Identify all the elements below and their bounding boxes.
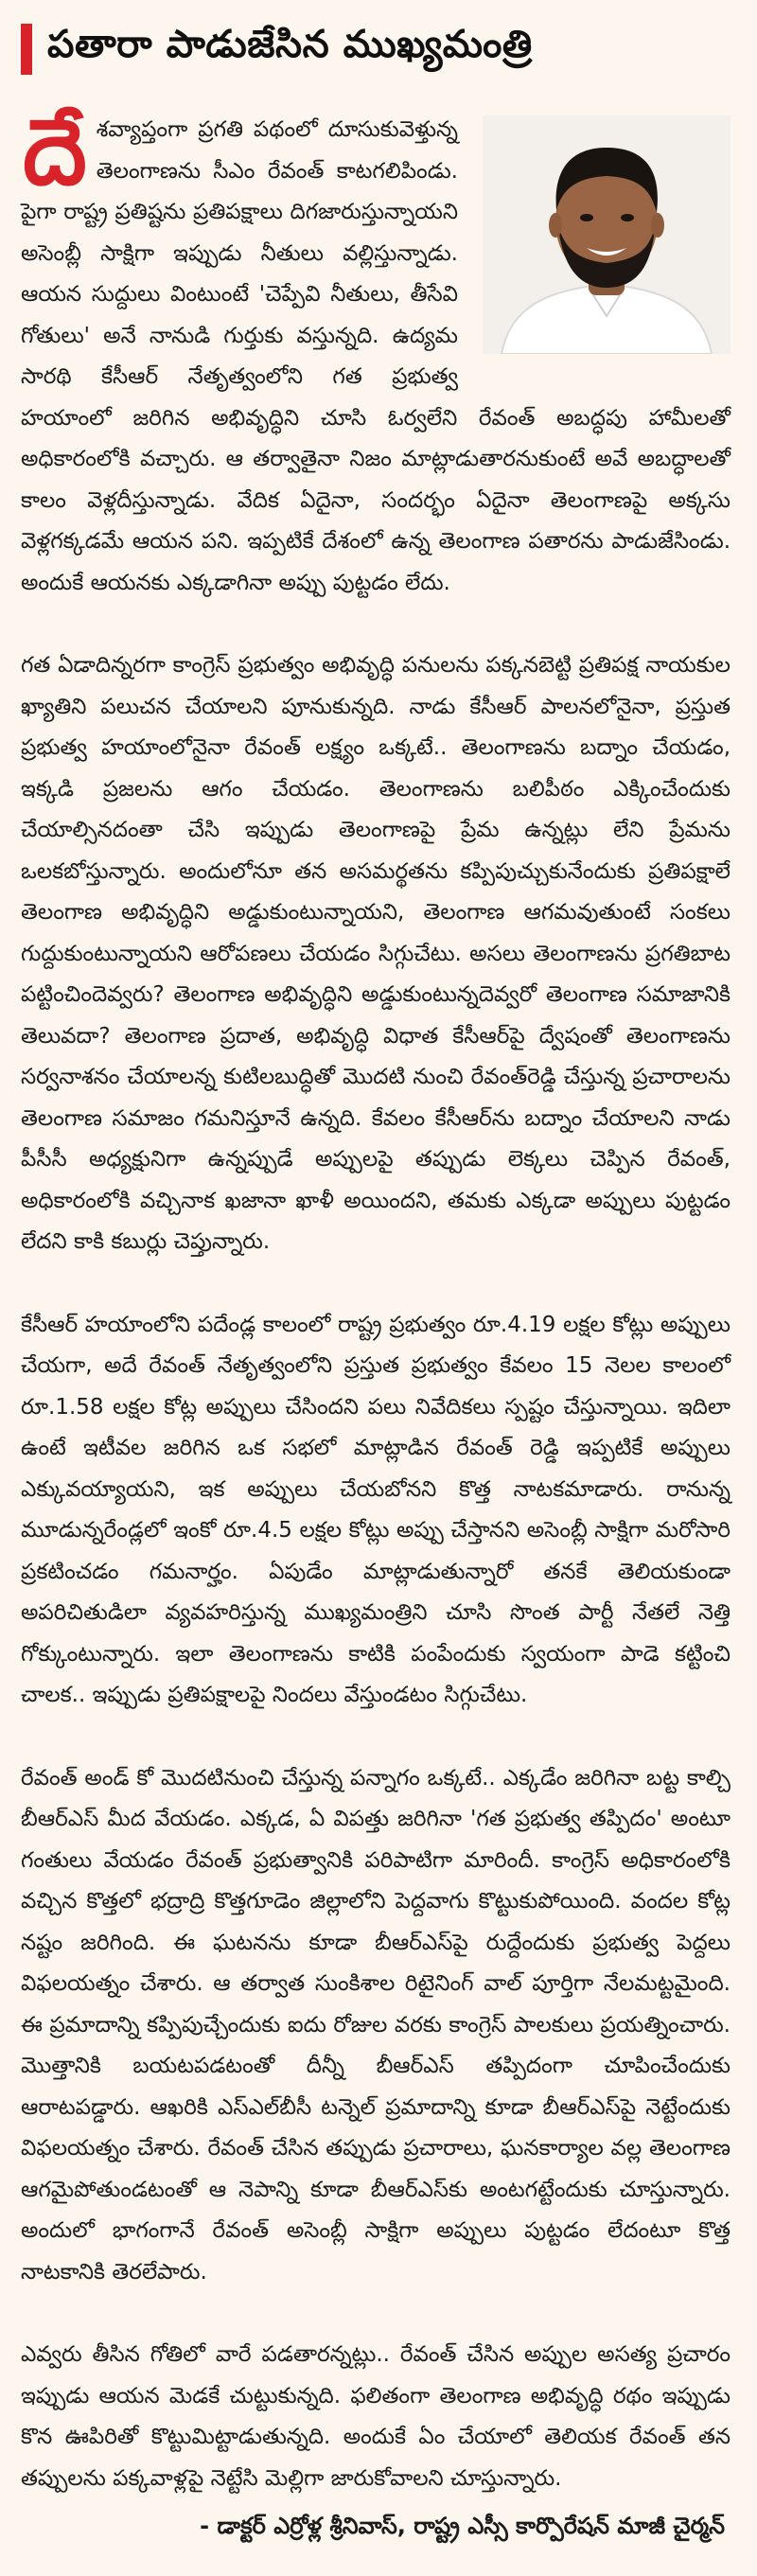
paragraph-4: రేవంత్ అండ్ కో మొదటినుంచి చేస్తున్న పన్నాగం ఒక్కటే.. ఎక్కడేం జరిగినా బట్ట కాల్చి బీఆర్‌ఎస్ మీద వేయడం. ఎక్కడ, ఏ విపత్తు జరిగినా 'గత ప్రభుత్వ తప్పిదం' అంటూ గంతులు వేయడం రేవంత్ ప్రభుత్వానికి పరిపాటిగా మారిందీ. కాంగ్రెస్ అధికారంలోకి వచ్చిన కొత్తలో భద్రాద్రి కొత్తగూడెం జిల్లాలోని పెద్దవాగు కొట్టుకుపోయింది. వందల కోట్ల నష్టం జరిగింది. ఈ ఘటనను కూడా బీఆర్‌ఎస్‌పై రుద్దేందుకు ప్రభుత్వ పెద్దలు విఫలయత్నం చేశారు. ఆ తర్వాత సుంకిశాల రిటైనింగ్ వాల్ పూర్తిగా నేలమట్టమైంది. ఈ ప్రమాదాన్ని కప్పిపుచ్చేందుకు ఐదు రోజుల వరకు కాంగ్రెస్ పాలకులు ప్రయత్నించారు. మొత్తానికి బయటపడటంతో దీన్నీ బీఆర్‌ఎస్ తప్పిదంగా చూపించేందుకు ఆరాటపడ్డారు. ఆఖరికి ఎస్‌ఎల్‌బీసీ టన్నెల్ ప్రమాదాన్ని కూడా బీఆర్‌ఎస్‌పై నెట్టేందుకు విఫలయత్నం చేశారు. రేవంత్ చేసిన తప్పుడు ప్రచారాలు, ఘనకార్యాల వల్ల తెలంగాణ ఆగమైపోతుండటంతో ఆ నెపాన్ని కూడా బీఆర్‌ఎస్‌కు అంటగట్టేందుకు చూస్తున్నారు. అందులో భాగంగానే రేవంత్ అసెంబ్లీ సాక్షిగా అప్పులు పుట్టడం లేదంటూ కొత్త నాటకానికి తెరలేపారు. [21, 1765, 731, 2285]
paragraph-1-text: శవ్యాప్తంగా ప్రగతి పథంలో దూసుకువెళ్తున్న తెలంగాణను సీఎం రేవంత్ కాటగలిపిండు. పైగా రాష్ట్ర ప్రతిష్టను ప్రతిపక్షాలు దిగజారుస్తున్నాయని అసెంబ్లీ సాక్షిగా ఇప్పుడు నీతులు వల్లిస్తున్నాడు. ఆయన సుద్దులు వింటుంటే 'చెప్పేవి నీతులు, తీసేవి గోతులు' అనే నానుడి గుర్తుకు వస్తున్నది. ఉద్యమ సారథి కేసీఆర్ నేతృత్వంలోని గత ప్రభుత్వ హయాంలో జరిగిన అభివృద్ధిని చూసి ఓర్వలేని రేవంత్ అబద్ధపు హామీలతో అధికారంలోకి వచ్చారు. ఆ తర్వాతైనా నిజం మాట్లాడుతారనుకుంటే అవే అబద్ధాలతో కాలం వెళ్లదీస్తున్నాడు. వేదిక ఏదైనా, సందర్భం ఏదైనా తెలంగాణపై అక్కసు వెళ్లగక్కడమే ఆయన పని. ఇప్పటికే దేశంలో ఉన్న తెలంగాణ పతారను పాడుజేసిండు. అందుకే ఆయనకు ఎక్కడాగినా అప్పు పుట్టడం లేదు. [21, 117, 731, 595]
author-portrait-image [483, 115, 731, 354]
drop-cap: దే [23, 99, 87, 205]
article-body [21, 99, 731, 2545]
author-signature: - డాక్టర్ ఎర్రోళ్ల శ్రీనివాస్, రాష్ట్ర ఎస్సీ కార్పొరేషన్ మాజీ చైర్మన్ [200, 2513, 725, 2539]
paragraph-2: గత ఏడాదిన్నరగా కాంగ్రెస్ ప్రభుత్వం అభివృద్ధి పనులను పక్కనబెట్టి ప్రతిపక్ష నాయకుల ఖ్యాతిని పలుచన చేయాలని పూనుకున్నది. నాడు కేసీఆర్ పాలనలోనైనా, ప్రస్తుత ప్రభుత్వ హయాంలోనైనా రేవంత్ లక్ష్యం ఒక్కటే.. తెలంగాణను బద్నాం చేయడం, ఇక్కడి ప్రజలను ఆగం చేయడం. తెలంగాణను బలిపీఠం ఎక్కించేందుకు చేయాల్సినదంతా చేసి ఇప్పుడు తెలంగాణపై ప్రేమ ఉన్నట్లు లేని ప్రేమను ఒలకబోస్తున్నారు. అందులోనూ తన అసమర్థతను కప్పిపుచ్చుకునేందుకు ప్రతిపక్షాలే తెలంగాణ అభివృద్ధిని అడ్డుకుంటున్నాయని, తెలంగాణ ఆగమవుతుంటే సంకలు గుద్దుకుంటున్నాయని ఆరోపణలు చేయడం సిగ్గుచేటు. అసలు తెలంగాణను ప్రగతిబాట పట్టించిందెవ్వరు? తెలంగాణ అభివృద్ధిని అడ్డుకుంటున్నదెవ్వరో తెలంగాణ సమాజానికి తెలువదా? తెలంగాణ ప్రదాత, అభివృద్ధి విధాత కేసీఆర్‌పై ద్వేషంతో తెలంగాణను సర్వనాశనం చేయాలన్న కుటిలబుద్ధితో మొదటి నుంచి రేవంత్‌రెడ్డి చేస్తున్న ప్రచారాలను తెలంగాణ సమాజం గమనిస్తూనే ఉన్నది. కేవలం కేసీఆర్‌ను బద్నాం చేయాలని నాడు పీసీసీ అధ్యక్షునిగా ఉన్నప్పుడే అప్పులపై తప్పుడు లెక్కలు చెప్పిన రేవంత్, అధికారంలోకి వచ్చినాక ఖజానా ఖాళీ అయిందని, తమకు ఎక్కడా అప్పులు పుట్టడం లేదని కాకి కబుర్లు చెప్తున్నారు. [21, 653, 731, 1254]
author-photo [483, 115, 731, 354]
paragraph-3: కేసీఆర్ హయాంలోని పదేండ్ల కాలంలో రాష్ట్ర ప్రభుత్వం రూ.4.19 లక్షల కోట్లు అప్పులు చేయగా, అదే రేవంత్ నేతృత్వంలోని ప్రస్తుత ప్రభుత్వం కేవలం 15 నెలల కాలంలో రూ.1.58 లక్షల కోట్ల అప్పులు చేసిందని పలు నివేదికలు స్పష్టం చేస్తున్నాయి. ఇదిలా ఉంటే ఇటీవల జరిగిన ఒక సభలో మాట్లాడిన రేవంత్ రెడ్డి ఇప్పటికే అప్పులు ఎక్కువయ్యాయని, ఇక అప్పులు చేయబోనని కొత్త నాటకమాడారు. రానున్న మూడున్నరేండ్లలో ఇంకో రూ.4.5 లక్షల కోట్లు అప్పు చేస్తానని అసెంబ్లీ సాక్షిగా మరోసారి ప్రకటించడం గమనార్హం. ఏపుడేం మాట్లాడుతున్నారో తనకే తెలియకుండా అపరిచితుడిలా వ్యవహరిస్తున్న ముఖ్యమంత్రిని చూసి సొంత పార్టీ నేతలే నెత్తి గోక్కుంటున్నారు. ఇలా తెలంగాణను కాటికి పంపేందుకు స్వయంగా పాడె కట్టించి చాలక.. ఇప్పుడు ప్రతిపక్షాలపై నిందలు వేస్తుండటం సిగ్గుచేటు. [21, 1312, 731, 1707]
paragraph-5: ఎవ్వరు తీసిన గోతిలో వారే పడతారన్నట్లు.. రేవంత్ చేసిన అప్పుల అసత్య ప్రచారం ఇప్పుడు ఆయన మెడకే చుట్టుకున్నది. ఫలితంగా తెలంగాణ అభివృద్ధి రథం ఇప్పుడు కొన ఊపిరితో కొట్టుమిట్టాడుతున్నది. అందుకే ఏం చేయాలో తెలియక రేవంత్ తన తప్పులను పక్కవాళ్లపై నెట్టేసి మెల్లిగా జారుకోవాలని చూస్తున్నారు. [21, 2342, 731, 2491]
headline-accent-bar [21, 24, 32, 75]
headline-row [21, 21, 731, 78]
headline: పతారా పాడుజేసిన ముఖ్యమంత్రి [47, 23, 533, 66]
